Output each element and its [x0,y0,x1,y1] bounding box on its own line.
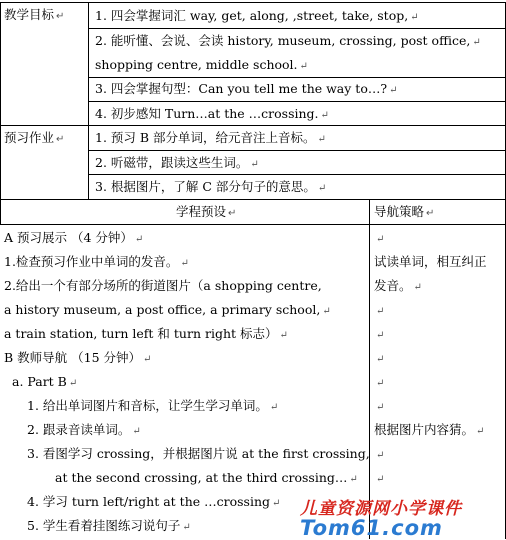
watermark-site-name: 儿童资源网小学课件 [300,499,462,519]
row-divider [88,28,505,29]
homework-item: 1. 预习 B 部分单词，给元音注上音标。 ↵ [95,130,326,145]
strategy-marker: ↵ [376,306,385,317]
row-divider [88,101,505,102]
process-line: B 教师导航 （15 分钟） ↵ [4,350,152,365]
homework-item: 2. 听磁带，跟读这些生词。 ↵ [95,155,259,170]
homework-item: 3. 根据图片，了解 C 部分句子的意思。 ↵ [95,179,327,194]
process-line: a train station, turn left 和 turn right 标志） ↵ [4,326,288,341]
process-line: 4. 学习 turn left/right at the …crossing ↵ [27,494,281,509]
strategy-marker: ↵ [376,402,385,413]
process-line: 5. 学生看着挂图练习说句子 ↵ [27,518,191,533]
label-column-divider [88,2,89,199]
objectives-label-text: 教学目标 [4,7,55,22]
objective-item: 1. 四会掌握词汇 way, get, along, ,street, take, stop, ↵ [95,8,419,23]
strategy-line: 发音。 ↵ [374,278,422,293]
process-line: 3. 看图学习 crossing，并根据图片说 at the first crossing, [27,446,370,461]
process-line: 1. 给出单词图片和音标，让学生学习单词。 ↵ [27,398,279,413]
objective-item: 2. 能听懂、会说、会读 history, museum, crossing, post office, ↵ [95,33,481,48]
process-line: 2. 跟录音读单词。 ↵ [27,422,141,437]
strategy-marker: ↵ [376,330,385,341]
objective-item-continued: shopping centre, middle school. ↵ [95,57,308,72]
row-divider [88,174,505,175]
process-line: a history museum, a post office, a primary school, ↵ [4,302,331,317]
homework-label: 预习作业 ↵ [4,130,65,145]
table-left-border [0,2,1,224]
row-divider [88,150,505,151]
process-line: 2.给出一个有部分场所的街道图片（a shopping centre, [4,278,322,293]
header-divider [0,224,505,225]
section-divider [0,125,505,126]
strategy-marker: ↵ [376,474,385,485]
process-line: A 预习展示 （4 分钟） ↵ [4,230,144,245]
process-header: 学程预设 ↵ [176,204,237,219]
process-line: a. Part B ↵ [12,374,78,389]
strategy-marker: ↵ [376,450,385,461]
strategy-marker: ↵ [376,354,385,365]
strategy-marker: ↵ [376,234,385,245]
strategy-line: 试读单词，相互纠正 [374,254,487,269]
section-divider [0,199,505,200]
table-top-border [0,2,505,3]
watermark-site-url: Tom61.com [300,516,443,540]
objective-item: 3. 四会掌握句型：Can you tell me the way to…? ↵ [95,81,398,96]
process-line: at the second crossing, at the third crossing… ↵ [55,470,358,485]
homework-label-text: 预习作业 [4,130,55,145]
process-line: 1.检查预习作业中单词的发音。 ↵ [4,254,189,269]
row-divider [88,77,505,78]
strategy-header: 导航策略 ↵ [374,204,435,219]
strategy-line: 根据图片内容猜。 ↵ [374,422,485,437]
strategy-marker: ↵ [376,378,385,389]
objective-item: 4. 初步感知 Turn…at the …crossing. ↵ [95,106,329,121]
objectives-label: 教学目标 ↵ [4,7,65,22]
strategy-column-divider [369,199,370,539]
